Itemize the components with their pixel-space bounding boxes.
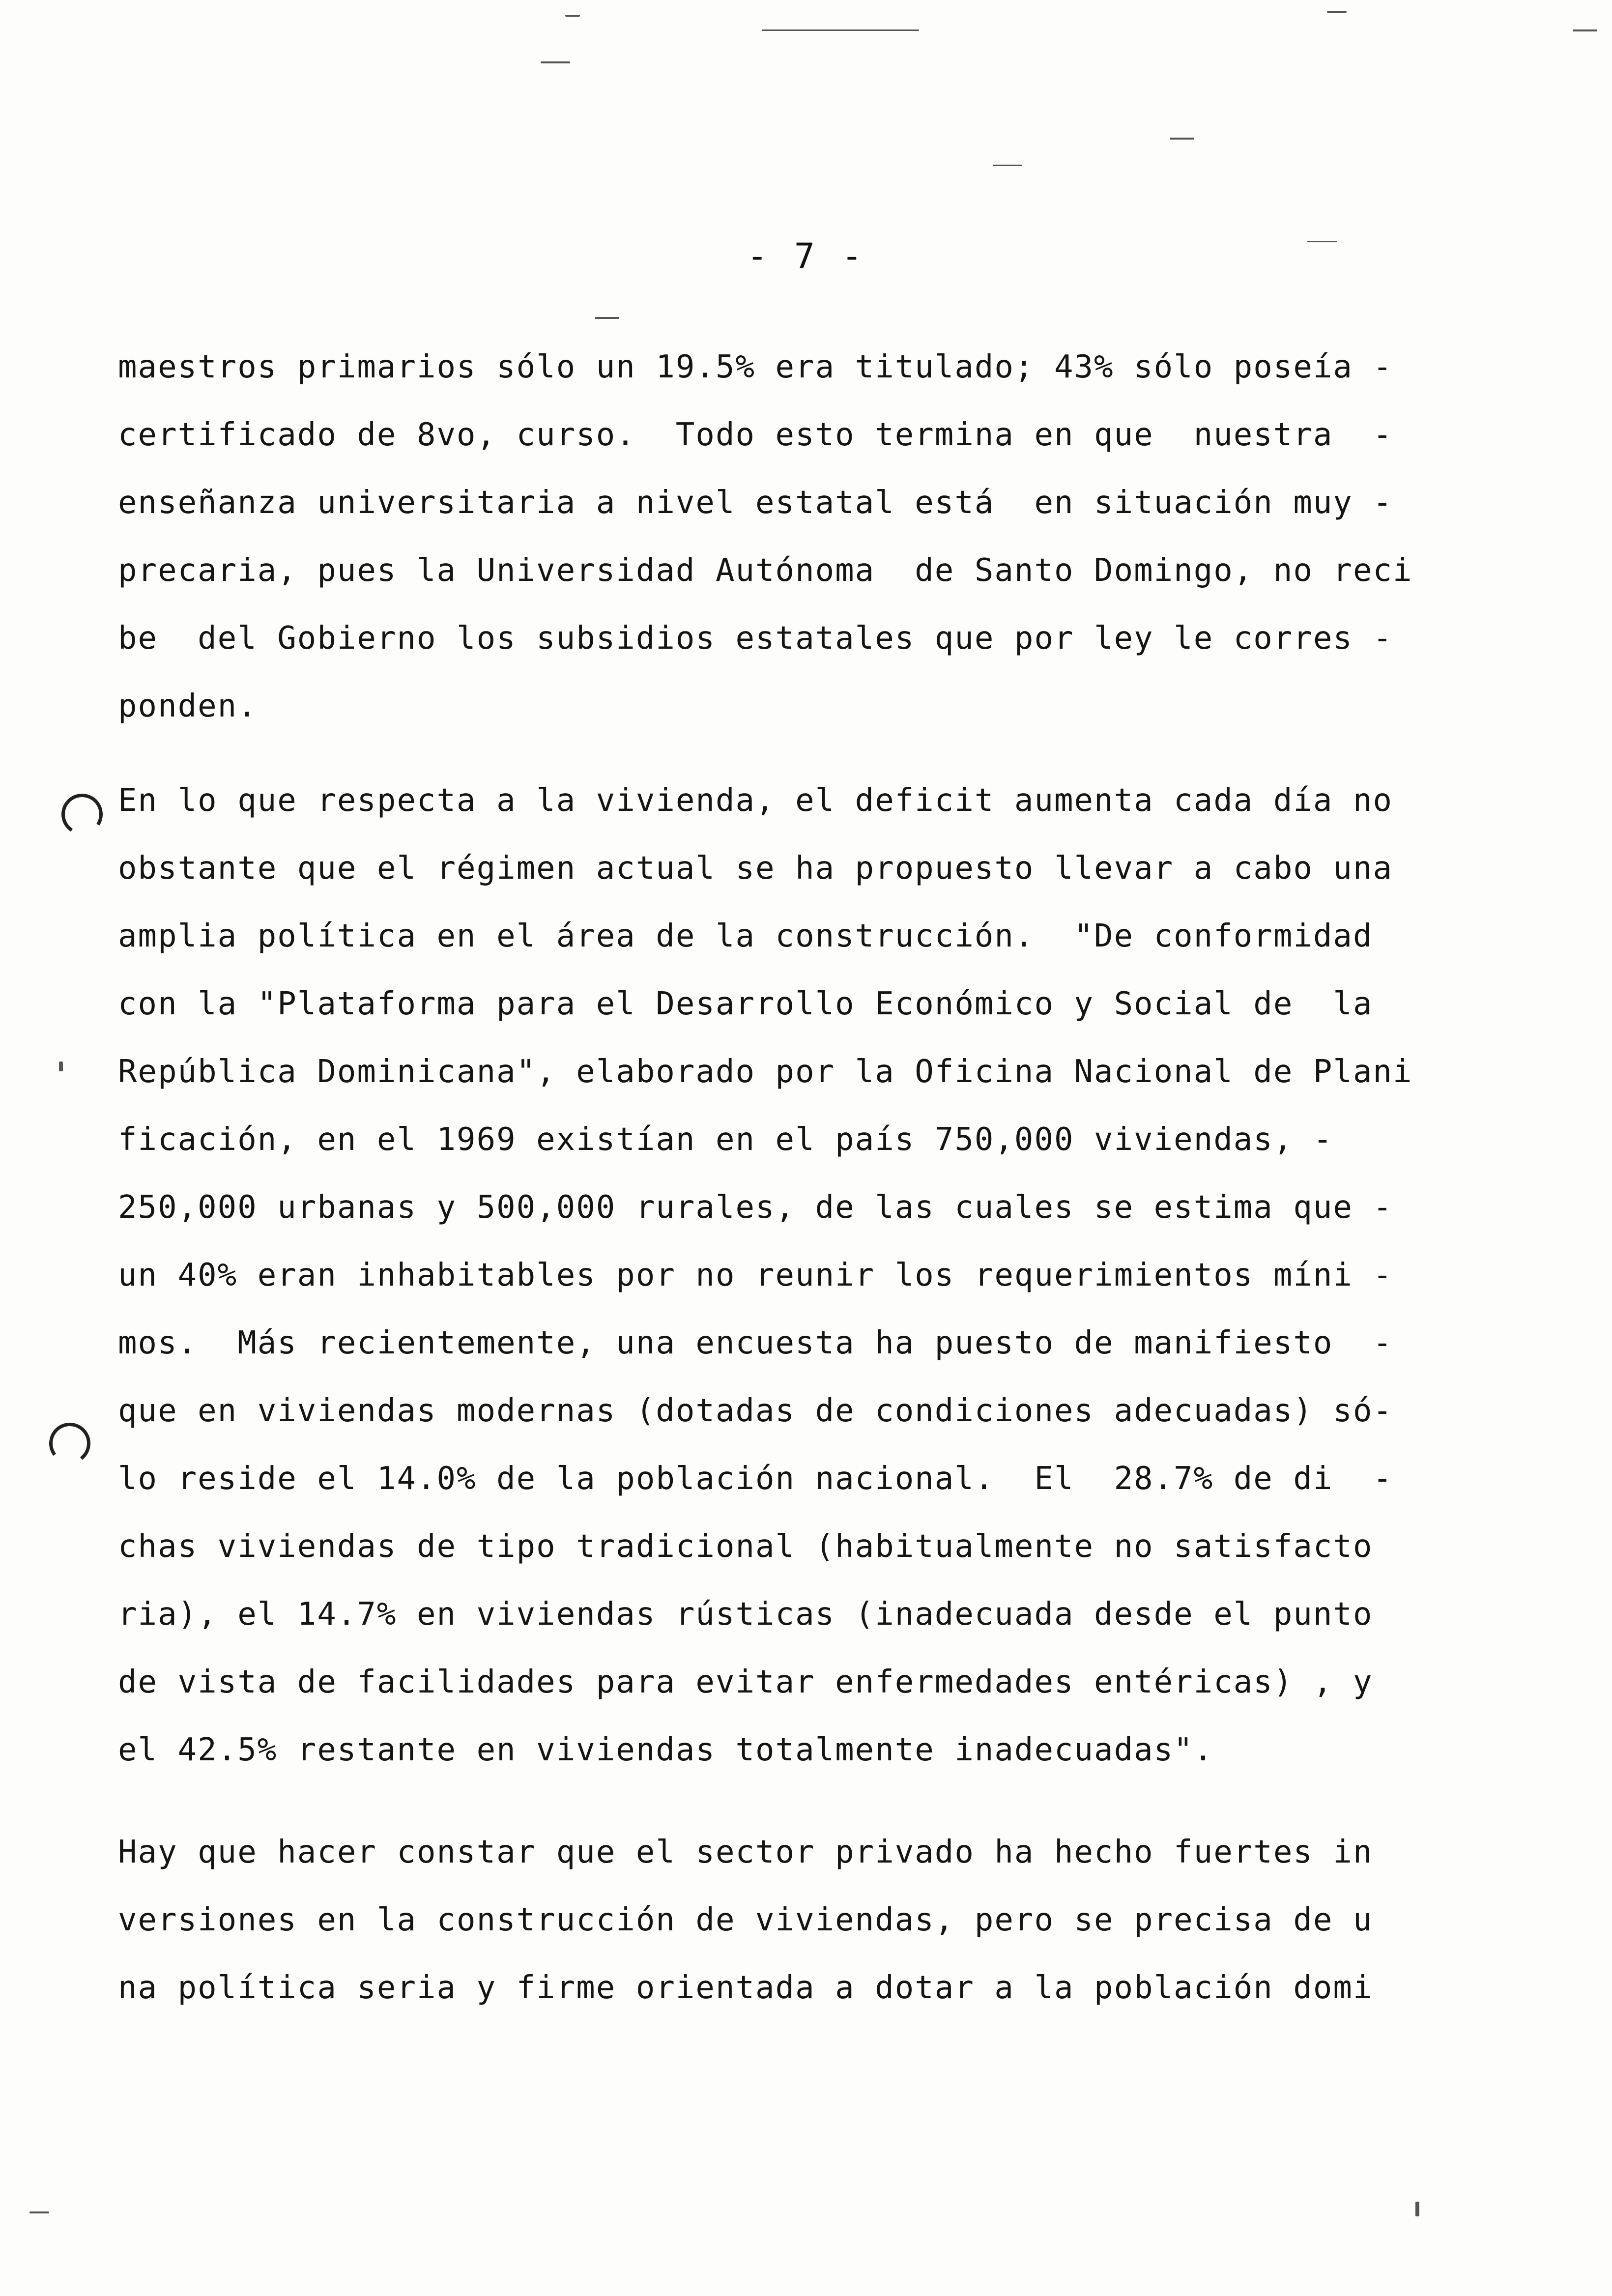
text-line: 250,000 urbanas y 500,000 rurales, de las cuales se estima que - bbox=[118, 1189, 1393, 1226]
text-line: enseñanza universitaria a nivel estatal está en situación muy - bbox=[118, 485, 1393, 521]
scan-speck bbox=[1327, 11, 1347, 13]
scan-speck bbox=[1170, 138, 1194, 140]
text-line: chas viviendas de tipo tradicional (habitualmente no satisfacto bbox=[118, 1528, 1373, 1565]
text-line: maestros primarios sólo un 19.5% era titulado; 43% sólo poseía - bbox=[118, 349, 1393, 385]
text-line: be del Gobierno los subsidios estatales que por ley le corres - bbox=[118, 620, 1393, 657]
text-line: na política seria y firme orientada a dotar a la población domi bbox=[118, 1970, 1373, 2006]
text-line: que en viviendas modernas (dotadas de condiciones adecuadas) só- bbox=[118, 1393, 1393, 1429]
text-line: mos. Más recientemente, una encuesta ha puesto de manifiesto - bbox=[118, 1325, 1393, 1361]
page-number: - 7 - bbox=[747, 236, 865, 276]
scan-speck bbox=[565, 15, 580, 17]
paragraph-2 bbox=[118, 767, 1435, 1784]
text-line: República Dominicana", elaborado por la Oficina Nacional de Plani bbox=[118, 1054, 1413, 1090]
text-line: con la "Plataforma para el Desarrollo Económico y Social de la bbox=[118, 986, 1373, 1022]
scan-speck bbox=[595, 317, 619, 319]
scan-speck bbox=[1307, 241, 1337, 242]
text-line: el 42.5% restante en viviendas totalmente inadecuadas". bbox=[118, 1732, 1214, 1768]
text-line: lo reside el 14.0% de la población nacional. El 28.7% de di - bbox=[118, 1461, 1393, 1497]
text-line: certificado de 8vo, curso. Todo esto termina en que nuestra - bbox=[118, 417, 1393, 453]
text-line: En lo que respecta a la vivienda, el deficit aumenta cada día no bbox=[118, 782, 1393, 819]
text-line: ria), el 14.7% en viviendas rústicas (inadecuada desde el punto bbox=[118, 1596, 1373, 1633]
text-line: precaria, pues la Universidad Autónoma de Santo Domingo, no reci bbox=[118, 552, 1413, 589]
scan-speck bbox=[29, 2211, 49, 2213]
text-line: Hay que hacer constar que el sector privado ha hecho fuertes in bbox=[118, 1834, 1373, 1870]
scan-speck bbox=[1415, 2202, 1419, 2216]
text-line: un 40% eran inhabitables por no reunir los requerimientos míni - bbox=[118, 1257, 1393, 1293]
paragraph-3 bbox=[118, 1818, 1435, 2022]
scan-speck bbox=[762, 29, 919, 31]
paragraph-1 bbox=[118, 333, 1435, 740]
punch-hole-mark bbox=[58, 790, 107, 839]
scan-speck bbox=[59, 1062, 63, 1071]
text-line: de vista de facilidades para evitar enfermedades entéricas) , y bbox=[118, 1664, 1373, 1700]
punch-hole-mark bbox=[47, 1420, 93, 1467]
text-line: obstante que el régimen actual se ha propuesto llevar a cabo una bbox=[118, 850, 1393, 887]
text-line: amplia política en el área de la construcción. "De conformidad bbox=[118, 918, 1373, 954]
text-line: versiones en la construcción de viviendas, pero se precisa de u bbox=[118, 1902, 1373, 1938]
scan-speck bbox=[541, 61, 570, 63]
scan-speck bbox=[1573, 29, 1597, 31]
text-line: ponden. bbox=[118, 688, 258, 724]
scan-speck bbox=[993, 165, 1022, 166]
text-line: ficación, en el 1969 existían en el país 750,000 viviendas, - bbox=[118, 1121, 1333, 1158]
